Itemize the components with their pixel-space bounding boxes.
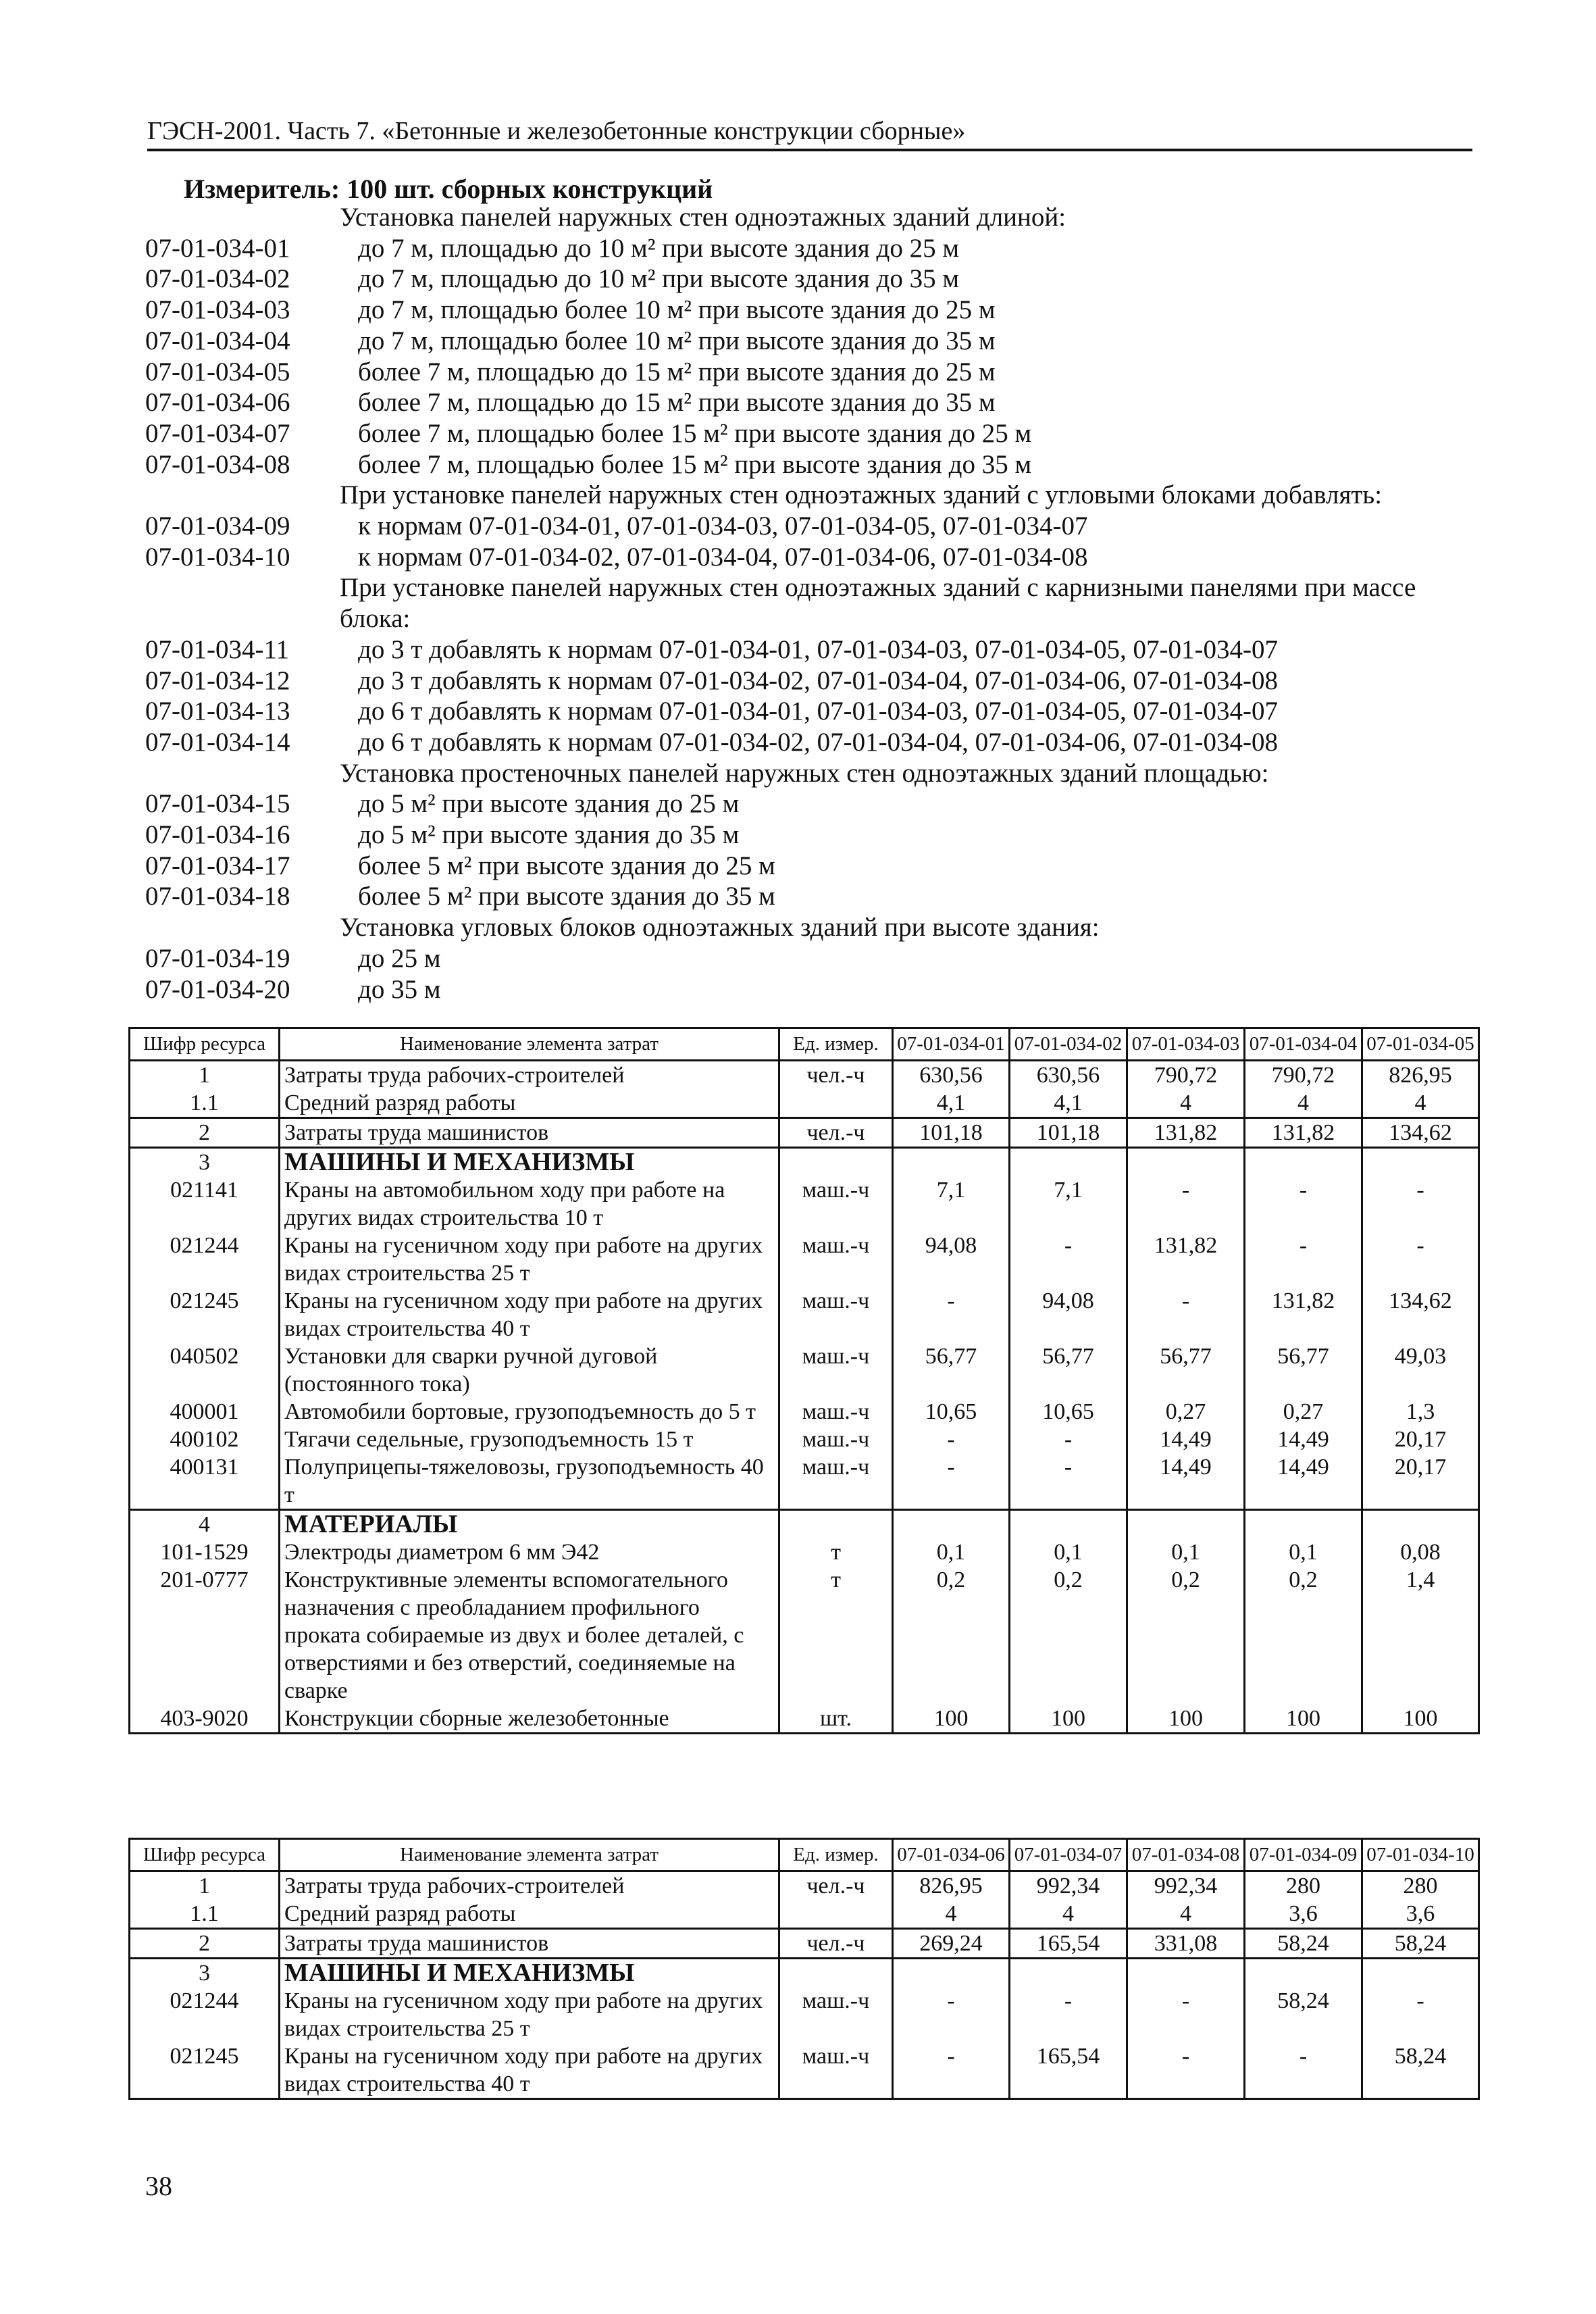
section-heading: Установка простеночных панелей наружных стен одноэтажных зданий площадью: <box>340 759 1269 788</box>
table-row <box>130 1900 1479 1929</box>
value-cell: 4 <box>1010 1900 1127 1929</box>
norm-description: до 7 м, площадью более 10 м² при высоте здания до 35 м <box>358 326 996 355</box>
value-cell: 58,24 <box>1362 1929 1479 1959</box>
unit-cell: маш.-ч <box>779 1232 893 1287</box>
value-cell: 56,77 <box>1010 1342 1127 1398</box>
norm-description: до 35 м <box>358 975 441 1004</box>
table-row <box>130 1538 1479 1566</box>
value-cell <box>1010 1510 1127 1539</box>
value-cell: 0,2 <box>1245 1566 1362 1705</box>
resource-code-cell: 201-0777 <box>130 1566 280 1705</box>
resource-code-cell: 3 <box>130 1148 280 1177</box>
value-cell: 101,18 <box>893 1118 1010 1148</box>
resource-code-cell: 040502 <box>130 1342 280 1398</box>
value-cell <box>893 1959 1010 1988</box>
unit-cell <box>779 1900 893 1929</box>
norm-description: до 5 м² при высоте здания до 25 м <box>358 789 740 818</box>
norm-code: 07-01-034-10 <box>145 543 290 572</box>
resource-code-cell: 400001 <box>130 1398 280 1426</box>
resource-name-cell: Полуприцепы-тяжеловозы, грузоподъемность 40 т <box>280 1453 779 1510</box>
table-row <box>130 1089 1479 1118</box>
norm-description: более 7 м, площадью более 15 м² при высоте здания до 25 м <box>358 419 1032 448</box>
resource-name-cell: Краны на гусеничном ходу при работе на других видах строительства 25 т <box>280 1232 779 1287</box>
value-cell: 790,72 <box>1127 1061 1245 1090</box>
value-cell: - <box>893 1287 1010 1342</box>
value-cell <box>1127 1959 1245 1988</box>
resource-code-cell: 1 <box>130 1871 280 1901</box>
value-cell: - <box>893 1453 1010 1510</box>
value-cell: 134,62 <box>1362 1118 1479 1148</box>
resource-code-cell: 4 <box>130 1510 280 1539</box>
column-header: Наименование элемента затрат <box>280 1839 779 1871</box>
resource-code-cell: 400102 <box>130 1426 280 1453</box>
resource-name-cell: Затраты труда машинистов <box>280 1929 779 1959</box>
value-cell: 280 <box>1362 1871 1479 1901</box>
unit-cell <box>779 1148 893 1177</box>
resource-name-cell: Средний разряд работы <box>280 1089 779 1118</box>
value-cell: 790,72 <box>1245 1061 1362 1090</box>
column-header: 07-01-034-03 <box>1127 1028 1245 1061</box>
resource-code-cell: 403-9020 <box>130 1705 280 1734</box>
value-cell: 131,82 <box>1245 1287 1362 1342</box>
norm-description: к нормам 07-01-034-02, 07-01-034-04, 07-01-034-06, 07-01-034-08 <box>358 543 1088 572</box>
value-cell: 100 <box>1362 1705 1479 1734</box>
table-row <box>130 1871 1479 1901</box>
resource-code-cell: 400131 <box>130 1453 280 1510</box>
value-cell: 100 <box>1010 1705 1127 1734</box>
value-cell: 4,1 <box>893 1089 1010 1118</box>
value-cell: 165,54 <box>1010 1929 1127 1959</box>
section-heading: Установка панелей наружных стен одноэтажных зданий длиной: <box>340 203 1066 232</box>
value-cell: 4 <box>1127 1089 1245 1118</box>
resource-code-cell: 1.1 <box>130 1089 280 1118</box>
table-header-row <box>130 1028 1479 1061</box>
resource-name-cell: Конструктивные элементы вспомогательного назначения с преобладанием профильного проката собираемые из двух и более деталей, с отверстиями и без отверстий, соединяемые на сварке <box>280 1566 779 1705</box>
norm-code: 07-01-034-16 <box>145 820 290 849</box>
value-cell: 100 <box>1245 1705 1362 1734</box>
norm-description: к нормам 07-01-034-01, 07-01-034-03, 07-01-034-05, 07-01-034-07 <box>358 511 1088 540</box>
value-cell <box>1127 1148 1245 1177</box>
value-cell: 1,4 <box>1362 1566 1479 1705</box>
norm-code: 07-01-034-20 <box>145 975 290 1004</box>
value-cell: - <box>1245 1176 1362 1232</box>
value-cell: 3,6 <box>1362 1900 1479 1929</box>
norm-code: 07-01-034-18 <box>145 882 290 911</box>
value-cell: 7,1 <box>1010 1176 1127 1232</box>
resource-name-cell: Краны на гусеничном ходу при работе на других видах строительства 25 т <box>280 1987 779 2042</box>
norm-description: до 3 т добавлять к нормам 07-01-034-02, 07-01-034-04, 07-01-034-06, 07-01-034-08 <box>358 666 1278 695</box>
resource-name-cell: Электроды диаметром 6 мм Э42 <box>280 1538 779 1566</box>
resource-code-cell: 1.1 <box>130 1900 280 1929</box>
table-row <box>130 1342 1479 1398</box>
norm-code: 07-01-034-11 <box>145 635 290 664</box>
resource-code-cell: 1 <box>130 1061 280 1090</box>
norm-description: более 7 м, площадью более 15 м² при высоте здания до 35 м <box>358 450 1032 479</box>
resource-name-cell: Тягачи седельные, грузоподъемность 15 т <box>280 1426 779 1453</box>
value-cell: - <box>1362 1987 1479 2042</box>
resource-code-cell: 3 <box>130 1959 280 1988</box>
value-cell: - <box>1245 1232 1362 1287</box>
norm-code: 07-01-034-14 <box>145 728 290 757</box>
table-row <box>130 1232 1479 1287</box>
value-cell <box>1245 1959 1362 1988</box>
unit-cell: т <box>779 1538 893 1566</box>
value-cell: 165,54 <box>1010 2042 1127 2099</box>
value-cell: 14,49 <box>1245 1453 1362 1510</box>
value-cell: 4 <box>1362 1089 1479 1118</box>
value-cell: - <box>1127 2042 1245 2099</box>
table-row <box>130 1929 1479 1959</box>
unit-cell: чел.-ч <box>779 1871 893 1901</box>
norm-code: 07-01-034-06 <box>145 388 290 417</box>
value-cell: 101,18 <box>1010 1118 1127 1148</box>
norm-code: 07-01-034-12 <box>145 666 290 695</box>
resource-code-cell: 021244 <box>130 1987 280 2042</box>
resource-name-cell: Краны на автомобильном ходу при работе на других видах строительства 10 т <box>280 1176 779 1232</box>
value-cell: 0,2 <box>1010 1566 1127 1705</box>
norm-description: до 6 т добавлять к нормам 07-01-034-01, 07-01-034-03, 07-01-034-05, 07-01-034-07 <box>358 697 1278 726</box>
resource-code-cell: 021245 <box>130 2042 280 2099</box>
resource-code-cell: 021244 <box>130 1232 280 1287</box>
norm-description: до 25 м <box>358 944 441 973</box>
value-cell: - <box>1362 1176 1479 1232</box>
column-header: 07-01-034-08 <box>1127 1839 1245 1871</box>
resource-name-cell: Затраты труда рабочих-строителей <box>280 1871 779 1901</box>
norm-code: 07-01-034-07 <box>145 419 290 448</box>
unit-cell <box>779 1959 893 1988</box>
section-row <box>130 1510 1479 1539</box>
value-cell <box>1362 1510 1479 1539</box>
unit-cell: чел.-ч <box>779 1929 893 1959</box>
table-row <box>130 1987 1479 2042</box>
resource-code-cell: 101-1529 <box>130 1538 280 1566</box>
section-heading: блока: <box>340 604 411 633</box>
table-header-row <box>130 1839 1479 1871</box>
resource-code-cell: 2 <box>130 1929 280 1959</box>
column-header: 07-01-034-01 <box>893 1028 1010 1061</box>
norm-description: более 5 м² при высоте здания до 35 м <box>358 882 775 911</box>
norm-code: 07-01-034-08 <box>145 450 290 479</box>
value-cell: 56,77 <box>1127 1342 1245 1398</box>
norm-description: до 7 м, площадью до 10 м² при высоте здания до 25 м <box>358 234 959 263</box>
unit-cell <box>779 1089 893 1118</box>
resource-code-cell: 021141 <box>130 1176 280 1232</box>
value-cell: 58,24 <box>1245 1929 1362 1959</box>
unit-cell: маш.-ч <box>779 1987 893 2042</box>
table-row <box>130 1118 1479 1148</box>
unit-cell: маш.-ч <box>779 1176 893 1232</box>
section-row <box>130 1959 1479 1988</box>
unit-cell: маш.-ч <box>779 1426 893 1453</box>
page-header: ГЭСН-2001. Часть 7. «Бетонные и железобетонные конструкции сборные» <box>147 116 1472 151</box>
section-row <box>130 1148 1479 1177</box>
column-header: Ед. измер. <box>779 1839 893 1871</box>
page-number: 38 <box>145 2171 172 2201</box>
value-cell: 56,77 <box>893 1342 1010 1398</box>
column-header: Наименование элемента затрат <box>280 1028 779 1061</box>
value-cell <box>893 1148 1010 1177</box>
table-row <box>130 1453 1479 1510</box>
value-cell: - <box>1245 2042 1362 2099</box>
value-cell: - <box>1362 1232 1479 1287</box>
value-cell: 269,24 <box>893 1929 1010 1959</box>
value-cell: - <box>893 1426 1010 1453</box>
unit-cell: чел.-ч <box>779 1061 893 1090</box>
value-cell: 49,03 <box>1362 1342 1479 1398</box>
unit-cell: маш.-ч <box>779 1342 893 1398</box>
column-header: 07-01-034-10 <box>1362 1839 1479 1871</box>
value-cell: 4,1 <box>1010 1089 1127 1118</box>
value-cell <box>1362 1959 1479 1988</box>
column-header: 07-01-034-06 <box>893 1839 1010 1871</box>
unit-cell: шт. <box>779 1705 893 1734</box>
table-row <box>130 1398 1479 1426</box>
value-cell <box>1127 1510 1245 1539</box>
value-cell: 0,1 <box>893 1538 1010 1566</box>
value-cell: 14,49 <box>1127 1453 1245 1510</box>
value-cell <box>1362 1148 1479 1177</box>
value-cell: 14,49 <box>1127 1426 1245 1453</box>
value-cell: 0,2 <box>893 1566 1010 1705</box>
value-cell: 58,24 <box>1245 1987 1362 2042</box>
value-cell: 131,82 <box>1127 1118 1245 1148</box>
table-row <box>130 1705 1479 1734</box>
value-cell: - <box>1127 1176 1245 1232</box>
unit-cell: маш.-ч <box>779 1398 893 1426</box>
table-row <box>130 1287 1479 1342</box>
column-header: Ед. измер. <box>779 1028 893 1061</box>
value-cell: - <box>1010 1453 1127 1510</box>
table-row <box>130 1061 1479 1090</box>
resource-name-cell: МАШИНЫ И МЕХАНИЗМЫ <box>280 1959 779 1988</box>
value-cell: 131,82 <box>1127 1232 1245 1287</box>
unit-cell: маш.-ч <box>779 1453 893 1510</box>
value-cell: 100 <box>893 1705 1010 1734</box>
value-cell: 100 <box>1127 1705 1245 1734</box>
resource-name-cell: Затраты труда машинистов <box>280 1118 779 1148</box>
value-cell: - <box>1010 1987 1127 2042</box>
value-cell: 0,1 <box>1245 1538 1362 1566</box>
value-cell <box>1245 1148 1362 1177</box>
value-cell: 4 <box>1245 1089 1362 1118</box>
value-cell: - <box>1127 1987 1245 2042</box>
value-cell: 94,08 <box>893 1232 1010 1287</box>
norm-description: более 5 м² при высоте здания до 25 м <box>358 851 775 880</box>
value-cell <box>1010 1148 1127 1177</box>
norm-code: 07-01-034-04 <box>145 326 290 355</box>
resource-code-cell: 021245 <box>130 1287 280 1342</box>
column-header: Шифр ресурса <box>130 1028 280 1061</box>
unit-cell: т <box>779 1566 893 1705</box>
table-row <box>130 2042 1479 2099</box>
value-cell: 280 <box>1245 1871 1362 1901</box>
value-cell: 992,34 <box>1127 1871 1245 1901</box>
value-cell: 826,95 <box>893 1871 1010 1901</box>
norm-code: 07-01-034-09 <box>145 511 290 540</box>
value-cell: - <box>1127 1287 1245 1342</box>
unit-cell: чел.-ч <box>779 1118 893 1148</box>
value-cell <box>1010 1959 1127 1988</box>
value-cell: 3,6 <box>1245 1900 1362 1929</box>
norm-code: 07-01-034-13 <box>145 697 290 726</box>
section-heading: Установка угловых блоков одноэтажных зданий при высоте здания: <box>340 913 1100 942</box>
value-cell: 331,08 <box>1127 1929 1245 1959</box>
column-header: 07-01-034-07 <box>1010 1839 1127 1871</box>
value-cell <box>893 1510 1010 1539</box>
value-cell <box>1245 1510 1362 1539</box>
resource-table-2 <box>128 1838 1480 2100</box>
column-header: 07-01-034-04 <box>1245 1028 1362 1061</box>
value-cell: 20,17 <box>1362 1453 1479 1510</box>
norm-description: до 7 м, площадью более 10 м² при высоте здания до 25 м <box>358 295 996 324</box>
column-header: 07-01-034-02 <box>1010 1028 1127 1061</box>
value-cell: 630,56 <box>893 1061 1010 1090</box>
norm-code: 07-01-034-19 <box>145 944 290 973</box>
norm-description: более 7 м, площадью до 15 м² при высоте здания до 25 м <box>358 357 996 386</box>
resource-name-cell: Конструкции сборные железобетонные <box>280 1705 779 1734</box>
value-cell: 1,3 <box>1362 1398 1479 1426</box>
unit-cell <box>779 1510 893 1539</box>
value-cell: 4 <box>1127 1900 1245 1929</box>
norm-code: 07-01-034-02 <box>145 264 290 293</box>
value-cell: 4 <box>893 1900 1010 1929</box>
value-cell: 58,24 <box>1362 2042 1479 2099</box>
measure-title: Измеритель: 100 шт. сборных конструкций <box>184 174 713 204</box>
value-cell: 131,82 <box>1245 1118 1362 1148</box>
value-cell: 0,27 <box>1127 1398 1245 1426</box>
value-cell: 56,77 <box>1245 1342 1362 1398</box>
value-cell: - <box>1010 1232 1127 1287</box>
norm-code: 07-01-034-01 <box>145 234 290 263</box>
norm-description: до 6 т добавлять к нормам 07-01-034-02, 07-01-034-04, 07-01-034-06, 07-01-034-08 <box>358 728 1278 757</box>
resource-name-cell: Автомобили бортовые, грузоподъемность до 5 т <box>280 1398 779 1426</box>
value-cell: 94,08 <box>1010 1287 1127 1342</box>
value-cell: 14,49 <box>1245 1426 1362 1453</box>
value-cell: 10,65 <box>893 1398 1010 1426</box>
resource-name-cell: Краны на гусеничном ходу при работе на других видах строительства 40 т <box>280 1287 779 1342</box>
value-cell: 992,34 <box>1010 1871 1127 1901</box>
column-header: Шифр ресурса <box>130 1839 280 1871</box>
resource-name-cell: МАТЕРИАЛЫ <box>280 1510 779 1539</box>
value-cell: 826,95 <box>1362 1061 1479 1090</box>
value-cell: 10,65 <box>1010 1398 1127 1426</box>
resource-table-1 <box>128 1027 1480 1734</box>
value-cell: 0,08 <box>1362 1538 1479 1566</box>
unit-cell: маш.-ч <box>779 1287 893 1342</box>
value-cell: 20,17 <box>1362 1426 1479 1453</box>
norm-description: до 7 м, площадью до 10 м² при высоте здания до 35 м <box>358 264 959 293</box>
norm-description: до 5 м² при высоте здания до 35 м <box>358 820 740 849</box>
resource-name-cell: МАШИНЫ И МЕХАНИЗМЫ <box>280 1148 779 1177</box>
resource-code-cell: 2 <box>130 1118 280 1148</box>
column-header: 07-01-034-05 <box>1362 1028 1479 1061</box>
value-cell: 0,2 <box>1127 1566 1245 1705</box>
norm-code: 07-01-034-15 <box>145 789 290 818</box>
norm-code: 07-01-034-17 <box>145 851 290 880</box>
resource-name-cell: Установки для сварки ручной дуговой (постоянного тока) <box>280 1342 779 1398</box>
unit-cell: маш.-ч <box>779 2042 893 2099</box>
value-cell: - <box>893 1987 1010 2042</box>
value-cell: 0,1 <box>1010 1538 1127 1566</box>
column-header: 07-01-034-09 <box>1245 1839 1362 1871</box>
norm-description: более 7 м, площадью до 15 м² при высоте здания до 35 м <box>358 388 996 417</box>
resource-name-cell: Затраты труда рабочих-строителей <box>280 1061 779 1090</box>
value-cell: 630,56 <box>1010 1061 1127 1090</box>
section-heading: При установке панелей наружных стен одноэтажных зданий с угловыми блоками добавлять: <box>340 480 1383 509</box>
resource-name-cell: Средний разряд работы <box>280 1900 779 1929</box>
table-row <box>130 1426 1479 1453</box>
value-cell: - <box>1010 1426 1127 1453</box>
norm-description: до 3 т добавлять к нормам 07-01-034-01, 07-01-034-03, 07-01-034-05, 07-01-034-07 <box>358 635 1278 664</box>
value-cell: 0,1 <box>1127 1538 1245 1566</box>
resource-name-cell: Краны на гусеничном ходу при работе на других видах строительства 40 т <box>280 2042 779 2099</box>
value-cell: - <box>893 2042 1010 2099</box>
value-cell: 7,1 <box>893 1176 1010 1232</box>
section-heading: При установке панелей наружных стен одноэтажных зданий с карнизными панелями при массе <box>340 573 1416 602</box>
value-cell: 0,27 <box>1245 1398 1362 1426</box>
norm-code: 07-01-034-05 <box>145 357 290 386</box>
norm-code: 07-01-034-03 <box>145 295 290 324</box>
table-row <box>130 1176 1479 1232</box>
value-cell: 134,62 <box>1362 1287 1479 1342</box>
table-row <box>130 1566 1479 1705</box>
